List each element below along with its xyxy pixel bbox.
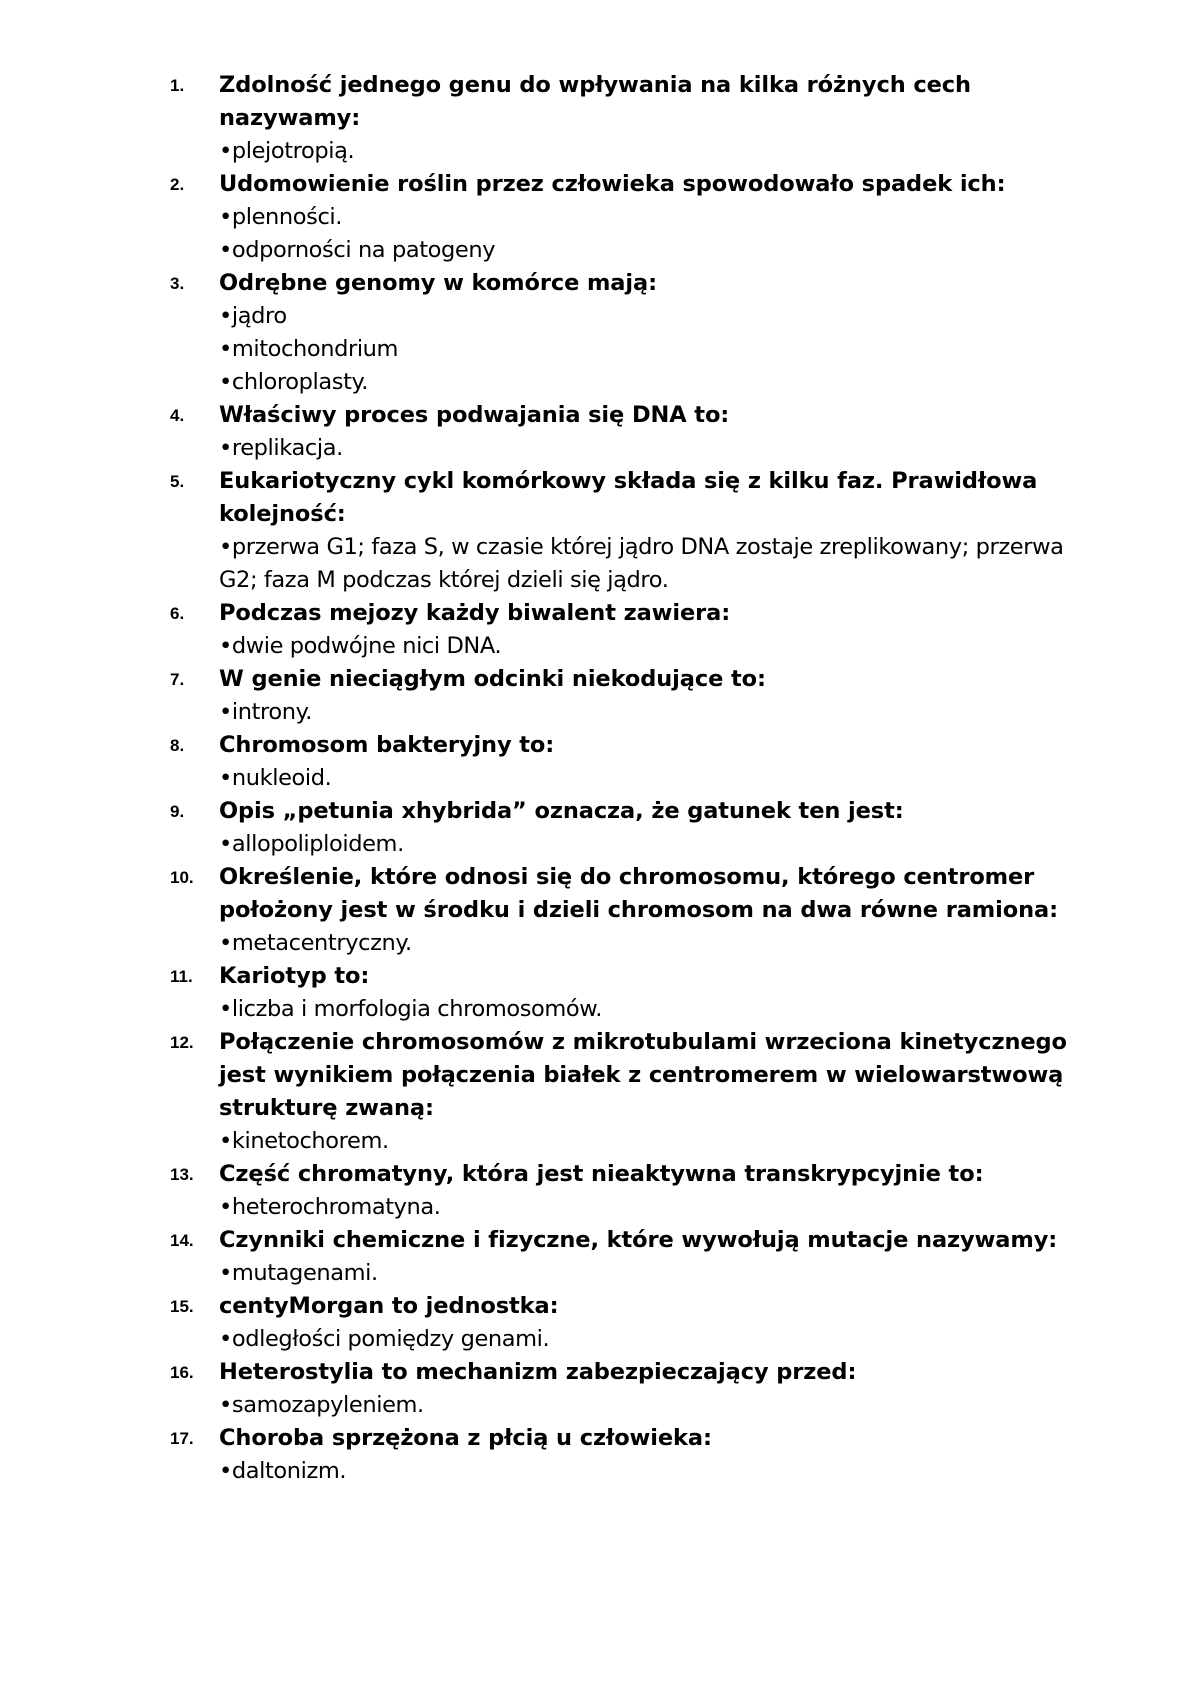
answer-item: •nukleoid. (219, 765, 332, 791)
question-text: Eukariotyczny cykl komórkowy składa się z kilku faz. Prawidłowa kolejność: (219, 468, 1038, 527)
question-number: 13. (170, 1165, 194, 1184)
question-item (170, 1290, 1090, 1356)
question-item (170, 267, 1090, 399)
answer-item: •daltonizm. (219, 1458, 347, 1484)
answer-list (219, 696, 1090, 729)
question-text: Udomowienie roślin przez człowieka spowodowało spadek ich: (219, 171, 1006, 197)
question-item (170, 1158, 1090, 1224)
question-text: Choroba sprzężona z płcią u człowieka: (219, 1425, 712, 1451)
question-text: Zdolność jednego genu do wpływania na kilka różnych cech nazywamy: (219, 72, 971, 131)
question-number: 4. (170, 406, 185, 425)
answer-item: •jądro (219, 303, 287, 329)
answer-list (219, 135, 1090, 168)
question-number: 7. (170, 670, 185, 689)
answer-list (219, 1323, 1090, 1356)
answer-list (219, 300, 1090, 399)
answer-list (219, 432, 1090, 465)
question-item (170, 960, 1090, 1026)
question-text: W genie nieciągłym odcinki niekodujące to: (219, 666, 766, 692)
question-list (170, 69, 1090, 1488)
answer-list (219, 630, 1090, 663)
answer-list (219, 927, 1090, 960)
question-text: Opis „petunia xhybrida” oznacza, że gatunek ten jest: (219, 798, 904, 824)
question-number: 9. (170, 802, 185, 821)
question-text: Odrębne genomy w komórce mają: (219, 270, 657, 296)
question-number: 15. (170, 1297, 194, 1316)
answer-item: •odporności na patogeny (219, 237, 496, 263)
answer-item: •mutagenami. (219, 1260, 378, 1286)
question-text: Określenie, które odnosi się do chromosomu, którego centromer położony jest w środku i dzieli chromosom na dwa równe ramiona: (219, 864, 1058, 923)
question-item (170, 1224, 1090, 1290)
answer-list (219, 1125, 1090, 1158)
question-number: 10. (170, 868, 194, 887)
question-item (170, 399, 1090, 465)
question-text: Podczas mejozy każdy biwalent zawiera: (219, 600, 731, 626)
answer-list (219, 1257, 1090, 1290)
question-number: 17. (170, 1429, 194, 1448)
question-number: 5. (170, 472, 185, 491)
question-number: 16. (170, 1363, 194, 1382)
answer-item: •mitochondrium (219, 336, 399, 362)
question-number: 3. (170, 274, 185, 293)
question-item (170, 729, 1090, 795)
question-number: 12. (170, 1033, 194, 1052)
question-item (170, 861, 1090, 960)
question-item (170, 168, 1090, 267)
question-item (170, 69, 1090, 168)
answer-item: •introny. (219, 699, 313, 725)
answer-item: •przerwa G1; faza S, w czasie której jądro DNA zostaje zreplikowany; przerwa G2; faza M podczas której dzieli się jądro. (219, 534, 1064, 593)
answer-list (219, 1455, 1090, 1488)
question-text: Heterostylia to mechanizm zabezpieczający przed: (219, 1359, 857, 1385)
question-item (170, 1422, 1090, 1488)
question-text: Właściwy proces podwajania się DNA to: (219, 402, 730, 428)
answer-item: •liczba i morfologia chromosomów. (219, 996, 602, 1022)
question-number: 2. (170, 175, 185, 194)
answer-item: •replikacja. (219, 435, 343, 461)
answer-list (219, 201, 1090, 267)
question-number: 1. (170, 76, 185, 95)
question-item (170, 795, 1090, 861)
answer-list (219, 1389, 1090, 1422)
question-number: 6. (170, 604, 185, 623)
answer-item: •allopoliploidem. (219, 831, 404, 857)
question-text: Czynniki chemiczne i fizyczne, które wywołują mutacje nazywamy: (219, 1227, 1058, 1253)
answer-list (219, 828, 1090, 861)
question-text: Kariotyp to: (219, 963, 370, 989)
answer-item: •plejotropią. (219, 138, 355, 164)
question-text: Połączenie chromosomów z mikrotubulami wrzeciona kinetycznego jest wynikiem połączenia białek z centromerem w wielowarstwową strukturę zwaną: (219, 1029, 1067, 1121)
question-item (170, 1026, 1090, 1158)
question-text: Część chromatyny, która jest nieaktywna transkrypcyjnie to: (219, 1161, 984, 1187)
answer-item: •dwie podwójne nici DNA. (219, 633, 502, 659)
question-text: centyMorgan to jednostka: (219, 1293, 559, 1319)
question-number: 8. (170, 736, 185, 755)
question-item (170, 1356, 1090, 1422)
question-number: 14. (170, 1231, 194, 1250)
answer-item: •chloroplasty. (219, 369, 368, 395)
answer-list (219, 531, 1090, 597)
question-item (170, 597, 1090, 663)
answer-list (219, 1191, 1090, 1224)
answer-item: •odległości pomiędzy genami. (219, 1326, 550, 1352)
question-number: 11. (170, 967, 193, 986)
answer-list (219, 762, 1090, 795)
answer-list (219, 993, 1090, 1026)
question-text: Chromosom bakteryjny to: (219, 732, 555, 758)
question-item (170, 663, 1090, 729)
question-item (170, 465, 1090, 597)
answer-item: •samozapyleniem. (219, 1392, 424, 1418)
answer-item: •metacentryczny. (219, 930, 412, 956)
answer-item: •heterochromatyna. (219, 1194, 441, 1220)
answer-item: •plenności. (219, 204, 343, 230)
answer-item: •kinetochorem. (219, 1128, 389, 1154)
